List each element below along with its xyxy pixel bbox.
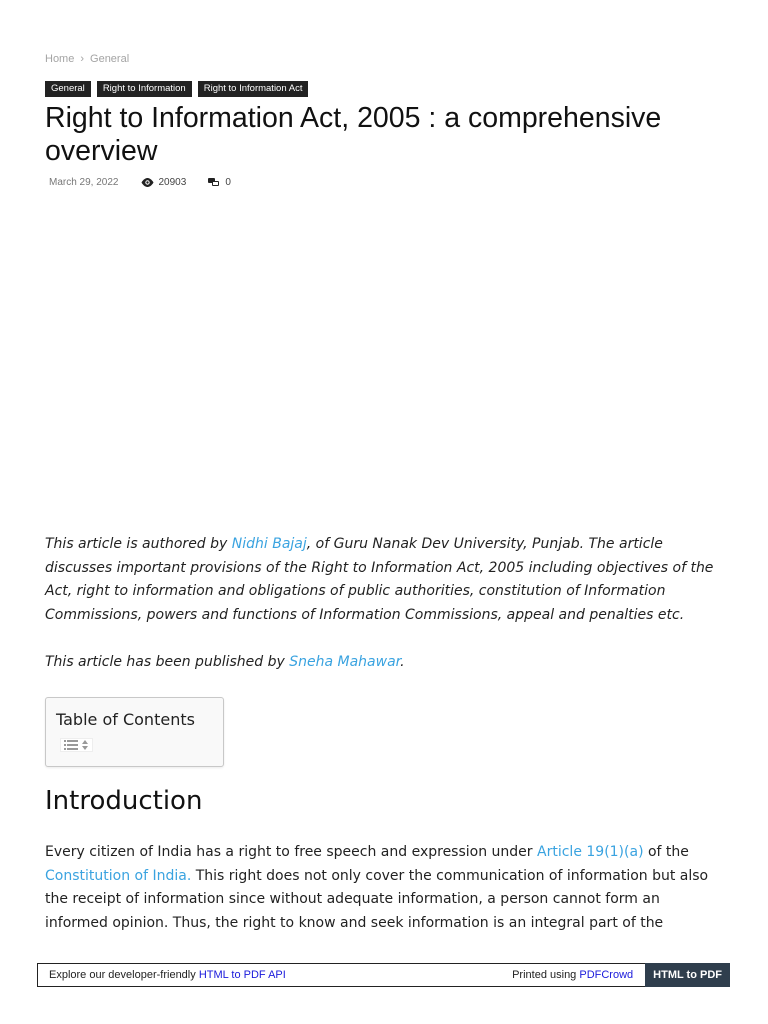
paragraph-text: This right does not only cover the communication of information but also the receipt of information since without adequate information, a person cannot form an informed opinion. Thus, the right to know and seek information is an integral part of the [45,867,709,931]
footer-printed [512,969,645,981]
pdf-footer-bar [37,963,730,987]
publisher-note-prefix: This article has been published by [45,653,290,670]
author-note-prefix: This article is authored by [45,536,232,552]
author-note-suffix: , of Guru Nanak Dev University, Punjab. The article discusses important provisions of the Right to Information Act, 2005 including objectives of the Act, right to information and obligations of public authorities, constitution of Information Commissions, powers and functions of Information Commissions, appeal and penalties etc. [45,536,714,623]
tag-general[interactable]: General [45,81,91,97]
sort-arrows-icon [81,740,89,750]
paragraph-text: Every citizen of India has a right to free speech and expression under [45,844,538,860]
comment-count-value: 0 [225,177,231,188]
footer-explore-text: Explore our developer-friendly [49,969,199,981]
list-icon [64,740,78,750]
footer-explore [38,969,512,981]
view-count [141,177,187,188]
eye-icon [141,178,154,187]
publisher-note [45,651,725,675]
constitution-link[interactable]: Constitution of India. [45,867,192,884]
pdfcrowd-link[interactable]: PDFCrowd [579,969,634,981]
toc-title: Table of Contents [56,710,195,729]
section-heading-introduction: Introduction [45,786,203,816]
author-note [45,533,725,627]
article-19-link[interactable]: Article 19(1)(a) [537,844,644,860]
category-tags [45,81,308,97]
html-to-pdf-api-link[interactable]: HTML to PDF API [198,969,286,981]
post-date: March 29, 2022 [49,177,119,188]
view-count-value: 20903 [158,177,187,188]
introduction-paragraph [45,841,725,935]
breadcrumb-separator: › [80,53,85,65]
publisher-link[interactable]: Sneha Mahawar [289,653,401,670]
tag-right-to-information-act[interactable]: Right to Information Act [198,81,309,97]
article-intro [45,533,725,698]
table-of-contents [45,697,224,767]
page-title: Right to Information Act, 2005 : a comprehensive overview [45,102,662,167]
comment-count[interactable] [208,177,231,188]
breadcrumb-home-link[interactable]: Home [45,53,75,65]
footer-printed-text: Printed using [512,969,580,981]
publisher-note-suffix: . [400,653,405,670]
comment-icon [208,178,220,187]
breadcrumb [45,53,129,65]
tag-right-to-information[interactable]: Right to Information [97,81,192,97]
toc-toggle-button[interactable] [60,738,93,752]
html-to-pdf-button[interactable]: HTML to PDF [645,963,730,987]
post-meta [49,177,231,188]
breadcrumb-current-link[interactable]: General [90,53,130,65]
paragraph-text: of the [643,844,689,860]
author-link[interactable]: Nidhi Bajaj [231,536,307,552]
